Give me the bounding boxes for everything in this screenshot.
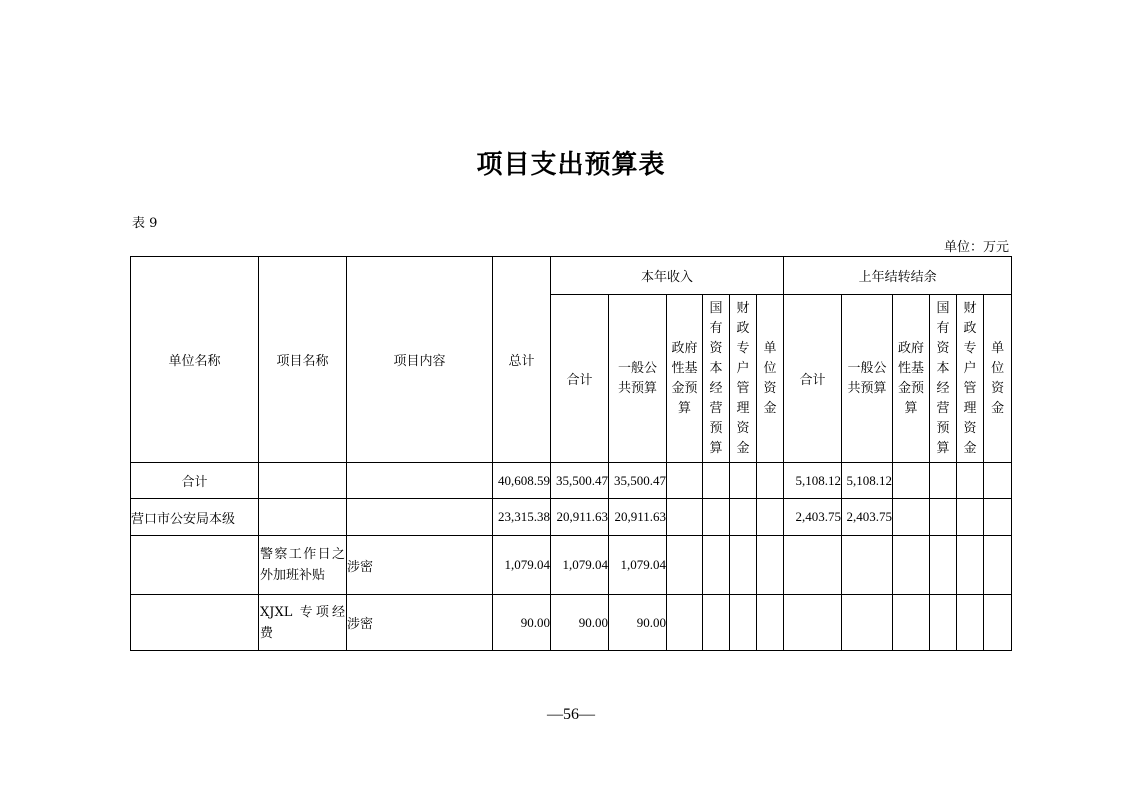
header-unit-name: 单位名称 — [131, 257, 259, 463]
cell-prev-fund — [893, 595, 930, 651]
cell-cur-general: 35,500.47 — [609, 463, 667, 499]
page-number: —56— — [547, 706, 595, 723]
cell-prev-unit — [984, 499, 1012, 536]
header-prev-total: 合计 — [784, 295, 842, 463]
cell-prev-total: 5,108.12 — [784, 463, 842, 499]
cell-prev-fiscal — [957, 499, 984, 536]
header-carryover: 上年结转结余 — [784, 257, 1012, 295]
cell-cur-unit — [757, 536, 784, 595]
page-title: 项目支出预算表 — [476, 150, 666, 180]
cell-cur-fiscal — [730, 463, 757, 499]
cell-cur-fund — [667, 595, 703, 651]
cell-prev-fund — [893, 463, 930, 499]
cell-unit: 营口市公安局本级 — [131, 499, 259, 536]
cell-cur-unit — [757, 463, 784, 499]
cell-content — [347, 499, 493, 536]
cell-cur-fund — [667, 463, 703, 499]
table-row — [131, 463, 1012, 499]
table-row — [131, 536, 1012, 595]
cell-prev-fiscal — [957, 595, 984, 651]
cell-prev-fund — [893, 499, 930, 536]
cell-prev-general: 2,403.75 — [842, 499, 893, 536]
cell-unit: 合计 — [131, 463, 259, 499]
cell-cur-state — [703, 536, 730, 595]
cell-cur-state — [703, 463, 730, 499]
cell-prev-unit — [984, 536, 1012, 595]
cell-prev-general — [842, 536, 893, 595]
cell-prev-fund — [893, 536, 930, 595]
cell-cur-unit — [757, 595, 784, 651]
table-number: 表 9 — [132, 216, 158, 231]
cell-cur-unit — [757, 499, 784, 536]
cell-prev-total: 2,403.75 — [784, 499, 842, 536]
cell-prev-general — [842, 595, 893, 651]
cell-total: 23,315.38 — [493, 499, 551, 536]
cell-prev-state — [930, 536, 957, 595]
cell-content — [347, 463, 493, 499]
cell-cur-total: 35,500.47 — [551, 463, 609, 499]
cell-prev-fiscal — [957, 536, 984, 595]
cell-project: XJXL 专项经费 — [259, 595, 347, 651]
header-cur-state: 国有资本经营预算 — [703, 295, 730, 463]
cell-cur-total: 20,911.63 — [551, 499, 609, 536]
cell-cur-fiscal — [730, 536, 757, 595]
cell-prev-state — [930, 463, 957, 499]
cell-unit — [131, 536, 259, 595]
header-cur-unit: 单位资金 — [757, 295, 784, 463]
cell-project: 警察工作日之外加班补贴 — [259, 536, 347, 595]
header-cur-fund: 政府性基金预算 — [667, 295, 703, 463]
header-prev-state: 国有资本经营预算 — [930, 295, 957, 463]
cell-prev-total — [784, 595, 842, 651]
cell-content: 涉密 — [347, 595, 493, 651]
cell-prev-unit — [984, 595, 1012, 651]
header-current-income: 本年收入 — [551, 257, 784, 295]
cell-cur-state — [703, 595, 730, 651]
cell-cur-general: 1,079.04 — [609, 536, 667, 595]
unit-label: 单位：万元 — [943, 240, 1009, 255]
cell-prev-state — [930, 499, 957, 536]
cell-cur-fiscal — [730, 499, 757, 536]
cell-prev-total — [784, 536, 842, 595]
cell-cur-fiscal — [730, 595, 757, 651]
cell-cur-general: 90.00 — [609, 595, 667, 651]
header-project-content: 项目内容 — [347, 257, 493, 463]
cell-project — [259, 499, 347, 536]
cell-prev-fiscal — [957, 463, 984, 499]
cell-prev-unit — [984, 463, 1012, 499]
cell-cur-total: 1,079.04 — [551, 536, 609, 595]
header-prev-general: 一般公共预算 — [842, 295, 893, 463]
header-prev-fiscal: 财政专户管理资金 — [957, 295, 984, 463]
cell-cur-general: 20,911.63 — [609, 499, 667, 536]
header-cur-general: 一般公共预算 — [609, 295, 667, 463]
cell-cur-fund — [667, 499, 703, 536]
table-row — [131, 595, 1012, 651]
budget-table — [130, 256, 1012, 651]
header-prev-fund: 政府性基金预算 — [893, 295, 930, 463]
header-prev-unit: 单位资金 — [984, 295, 1012, 463]
cell-content: 涉密 — [347, 536, 493, 595]
cell-cur-total: 90.00 — [551, 595, 609, 651]
cell-cur-state — [703, 499, 730, 536]
cell-project — [259, 463, 347, 499]
cell-cur-fund — [667, 536, 703, 595]
header-cur-total: 合计 — [551, 295, 609, 463]
header-cur-fiscal: 财政专户管理资金 — [730, 295, 757, 463]
cell-total: 40,608.59 — [493, 463, 551, 499]
cell-prev-state — [930, 595, 957, 651]
header-total: 总计 — [493, 257, 551, 463]
header-project-name: 项目名称 — [259, 257, 347, 463]
cell-prev-general: 5,108.12 — [842, 463, 893, 499]
header-row-1 — [131, 257, 1012, 295]
cell-total: 1,079.04 — [493, 536, 551, 595]
cell-unit — [131, 595, 259, 651]
cell-total: 90.00 — [493, 595, 551, 651]
table-row — [131, 499, 1012, 536]
